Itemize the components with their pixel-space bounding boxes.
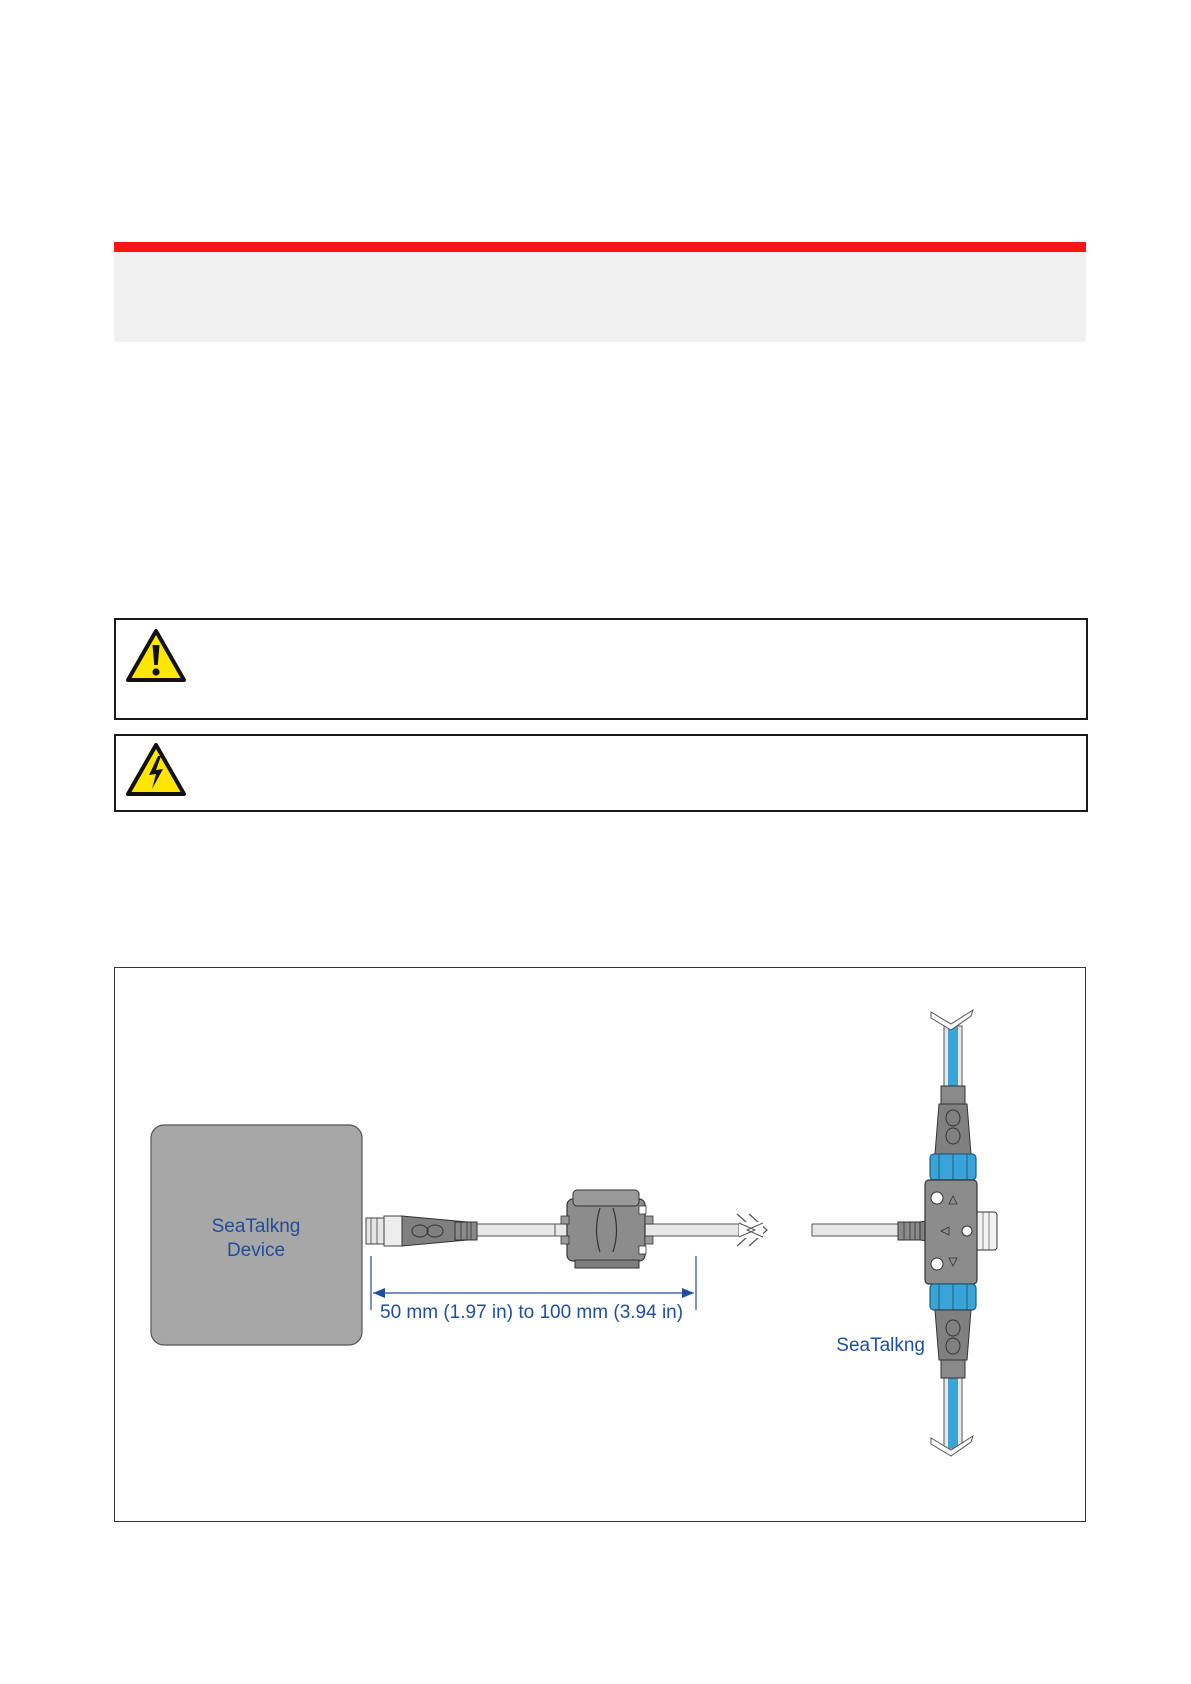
electric-shock-icon [125,742,187,798]
device-end-connector [366,1216,477,1246]
electrical-hazard-notice-box [114,734,1088,812]
warning-notice-box [114,618,1088,720]
backbone-label: SeaTalkng [836,1335,925,1356]
section-header-band [114,242,1086,342]
warning-triangle-icon [125,628,187,684]
connection-diagram [114,967,1086,1522]
section-header-rule [114,242,1086,252]
backbone-lower-connector [930,1284,976,1378]
t-piece-connector [925,1180,977,1284]
ferrite-choke [561,1190,653,1268]
spur-cable [477,1214,908,1246]
device-label-line1: SeaTalkng [211,1216,301,1237]
device-label-line2: Device [226,1240,286,1261]
connection-diagram-svg [115,968,1085,1521]
distance-label: 50 mm (1.97 in) to 100 mm (3.94 in) [380,1302,684,1323]
backbone-upper-connector [930,1086,976,1180]
